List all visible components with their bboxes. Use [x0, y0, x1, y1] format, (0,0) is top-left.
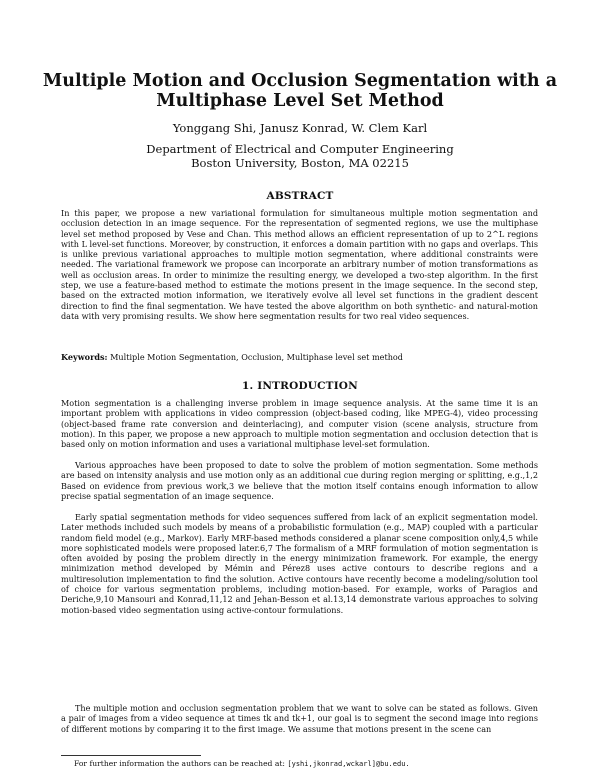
footnote [74, 759, 538, 769]
title-line-1: Multiple Motion and Occlusion Segmentation with a [42, 71, 558, 91]
author-list: Yonggang Shi, Janusz Konrad, W. Clem Karl [172, 121, 428, 135]
footnote-text: For further information the authors can be reached at: [74, 759, 285, 768]
intro-paragraph-2: Various approaches have been proposed to date to solve the problem of motion segmentation. Some methods are based on intensity analysis and use motion only as an additional cue during region merging or splitting, e.g.,1,2 Based on evidence from previous work,3 we believe that the motion itself contains enough information to allow precise spatial segmentation of an image sequence. [61, 460, 538, 501]
affiliation-line-1: Department of Electrical and Computer Engineering [146, 142, 454, 156]
intro-paragraph-4: The multiple motion and occlusion segmentation problem that we want to solve can be stated as follows. Given a pair of images from a video sequence at times tk and tk+1, our goal is to segment the second image into regions of different motions by comparing it to the first image. We assume that motions present in the scene can [61, 703, 538, 734]
intro-paragraph-1: Motion segmentation is a challenging inverse problem in image sequence analysis. At the same time it is an important problem with applications in video compression (object-based coding, like MPEG-4), video processing (object-based frame rate conversion and deinterlacing), and computer vision (scene analysis, structure from motion). In this paper, we propose a new approach to multiple motion segmentation and occlusion detection that is based only on motion information and uses a variational multiphase level-set formulation. [61, 398, 538, 450]
abstract-heading: ABSTRACT [266, 190, 334, 202]
section-heading-introduction: 1. INTRODUCTION [242, 380, 358, 392]
keywords-label: Keywords: [61, 352, 108, 362]
affiliation-line-2: Boston University, Boston, MA 02215 [191, 156, 409, 170]
abstract-body: In this paper, we propose a new variational formulation for simultaneous multiple motion segmentation and occlusion detection in an image sequence. For the representation of segmented regions, we use the multiphase level set method proposed by Vese and Chan. This method allows an efficient representation of up to 2^L regions with L level-set functions. Moreover, by construction, it enforces a domain partition with no gaps and overlaps. This is unlike previous variational approaches to multiple motion segmentation, where additional constraints were needed. The variational framework we propose can incorporate an arbitrary number of motion transformations as well as occlusion areas. In order to minimize the resulting energy, we developed a two-step algorithm. In the first step, we use a feature-based method to estimate the motions present in the image sequence. In the second step, based on the extracted motion information, we iteratively evolve all level set functions in the gradient descent direction to find the final segmentation. We have tested the above algorithm on both synthetic- and natural-motion data with very promising results. We show here segmentation results for two real video sequences. [61, 208, 538, 321]
paper-title [30, 71, 570, 111]
keywords-text: Multiple Motion Segmentation, Occlusion, Multiphase level set method [110, 352, 403, 362]
keywords-line [61, 352, 538, 362]
affiliation [30, 142, 570, 170]
footnote-email: [yshi,jkonrad,wckarl]@bu.edu. [287, 760, 410, 768]
title-line-2: Multiphase Level Set Method [156, 91, 444, 111]
footnote-rule [61, 755, 201, 756]
intro-paragraph-3: Early spatial segmentation methods for video sequences suffered from lack of an explicit segmentation model. Later methods included such models by means of a probabilistic formulation (e.g., MAP) coupled with a particular random field model (e.g., Markov). Early MRF-based methods considered a planar scene composition only,4,5 while more sophisticated models were proposed later.6,7 The formalism of a MRF formulation of motion segmentation is often avoided by posing the problem directly in the energy minimization framework. For example, the energy minimization method developed by Mémin and Pérez8 uses active contours to describe regions and a multiresolution implementation to find the solution. Active contours have recently become a modeling/solution tool of choice for various segmentation problems, including motion-based. For example, works of Paragios and Deriche,9,10 Mansouri and Konrad,11,12 and Jehan-Besson et al.13,14 demonstrate various approaches to solving motion-based video segmentation using active-contour formulations. [61, 512, 538, 615]
